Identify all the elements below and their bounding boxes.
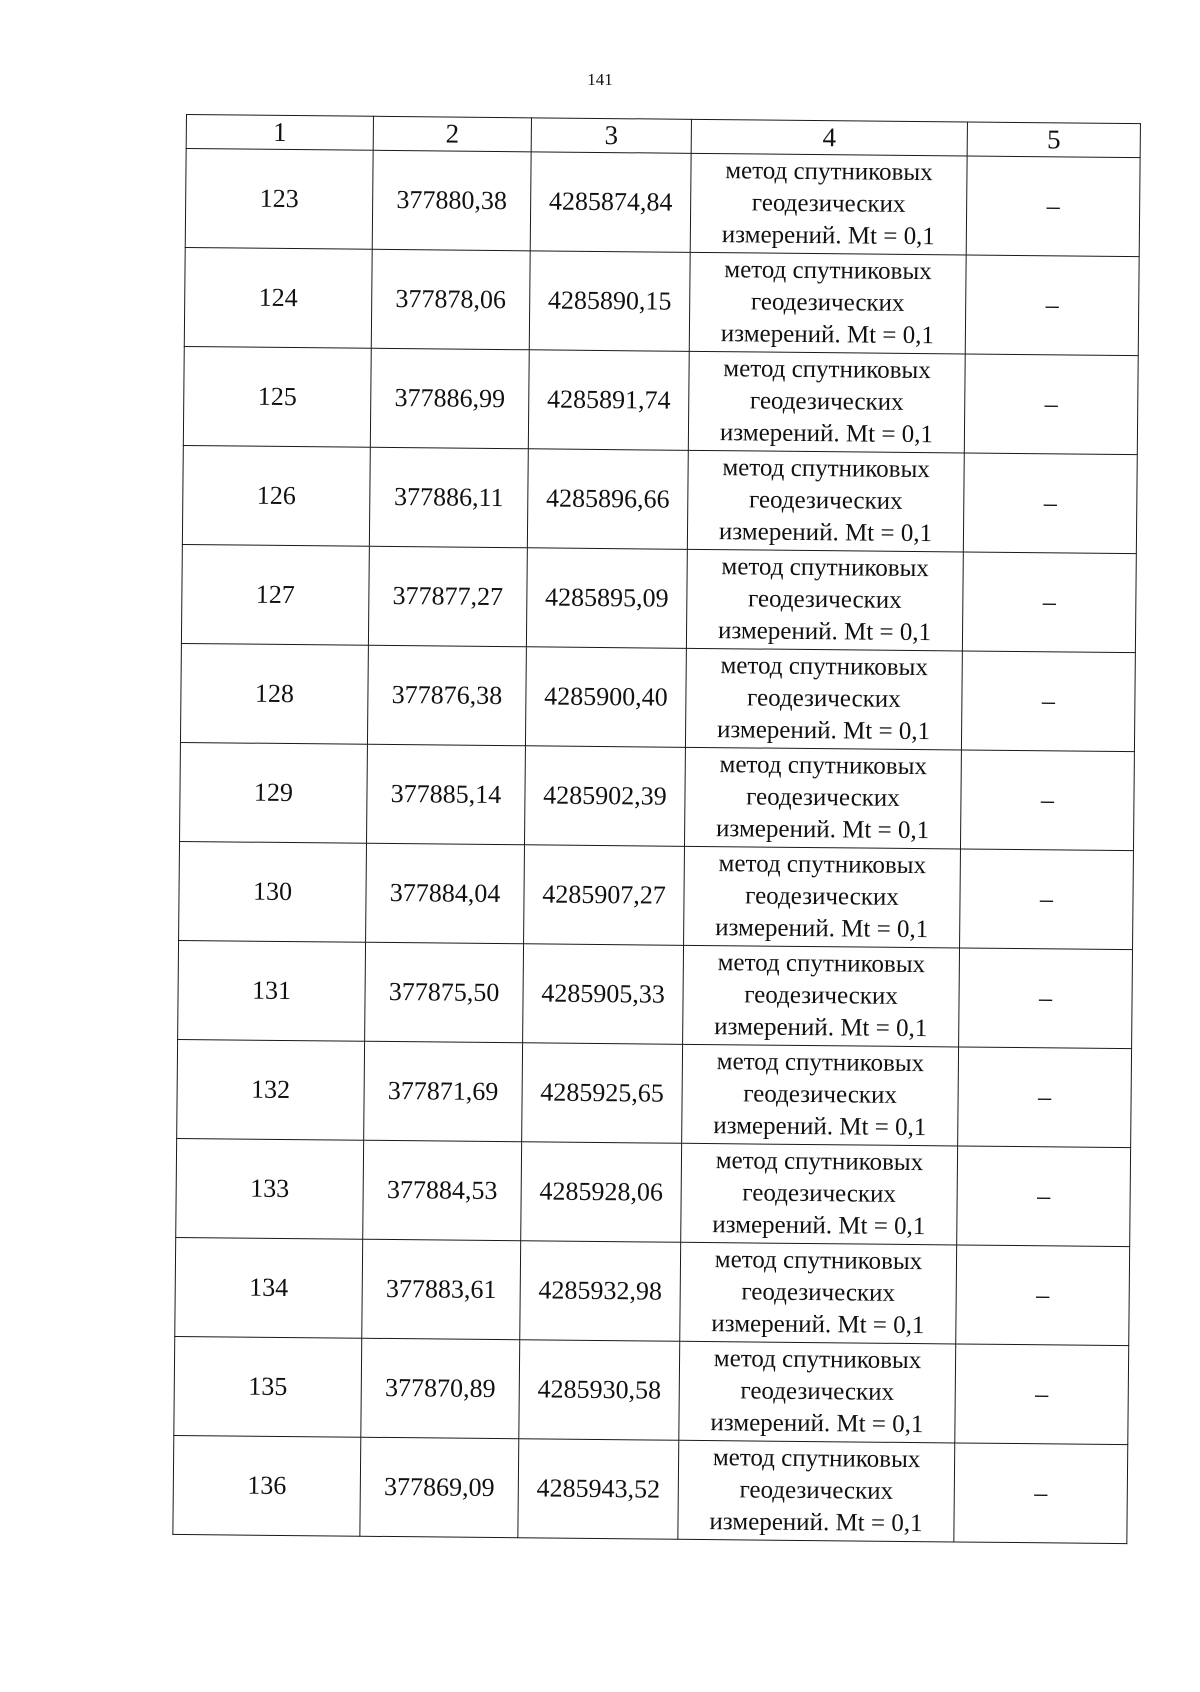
method-line: геодезических — [748, 486, 903, 515]
y-coordinate-cell: 4285874,84 — [530, 152, 691, 253]
point-number-cell: 126 — [182, 445, 370, 546]
x-coordinate-cell: 377883,61 — [362, 1239, 521, 1340]
note-cell: – — [956, 1245, 1130, 1346]
x-coordinate-cell: 377884,04 — [366, 843, 525, 944]
column-header-1: 1 — [186, 115, 373, 151]
point-number-cell: 130 — [179, 841, 367, 942]
method-line: измерений. Mt = 0,1 — [715, 815, 930, 845]
method-cell — [688, 351, 965, 453]
method-line: измерений. Mt = 0,1 — [709, 1508, 923, 1538]
x-coordinate-cell: 377884,53 — [363, 1140, 522, 1241]
method-cell — [686, 549, 963, 651]
y-coordinate-cell: 4285943,52 — [518, 1439, 679, 1540]
method-line: метод спутниковых — [719, 751, 928, 781]
column-header-3: 3 — [531, 118, 691, 154]
table-row — [180, 643, 1135, 751]
point-number-cell: 131 — [178, 940, 366, 1041]
method-line: измерений. Mt = 0,1 — [715, 914, 929, 944]
column-header-5: 5 — [967, 122, 1140, 158]
method-line: геодезических — [746, 783, 900, 812]
point-number-cell: 123 — [185, 149, 373, 250]
method-cell — [684, 846, 961, 948]
method-line: метод спутниковых — [723, 355, 931, 385]
note-cell: – — [958, 1047, 1132, 1148]
table-row — [175, 1237, 1130, 1345]
table-body — [173, 149, 1140, 1544]
method-line: метод спутниковых — [718, 850, 927, 880]
coordinates-table — [172, 114, 1141, 1544]
note-cell: – — [964, 354, 1138, 455]
point-number-cell: 124 — [184, 247, 372, 348]
table-row — [185, 149, 1140, 257]
method-line: метод спутниковых — [712, 1444, 921, 1474]
method-line: измерений. Mt = 0,1 — [710, 1409, 924, 1439]
y-coordinate-cell: 4285930,58 — [519, 1340, 680, 1441]
x-coordinate-cell: 377870,89 — [361, 1338, 520, 1439]
y-coordinate-cell: 4285896,66 — [527, 449, 688, 550]
x-coordinate-cell: 377880,38 — [372, 150, 531, 251]
method-line: метод спутниковых — [721, 553, 930, 583]
y-coordinate-cell: 4285907,27 — [524, 845, 685, 946]
method-cell — [678, 1440, 955, 1542]
method-line: измерений. Mt = 0,1 — [716, 716, 931, 746]
y-coordinate-cell: 4285890,15 — [529, 251, 690, 352]
method-line: измерений. Mt = 0,1 — [720, 320, 935, 350]
method-line: геодезических — [745, 882, 899, 911]
table-row — [184, 247, 1139, 355]
method-line: измерений. Mt = 0,1 — [712, 1211, 926, 1241]
x-coordinate-cell: 377869,09 — [360, 1437, 519, 1538]
x-coordinate-cell: 377878,06 — [371, 249, 530, 350]
table-row — [178, 940, 1133, 1048]
y-coordinate-cell: 4285928,06 — [521, 1142, 682, 1243]
method-cell — [683, 945, 960, 1047]
method-line: метод спутниковых — [713, 1345, 922, 1375]
table-row — [174, 1336, 1129, 1444]
method-line: геодезических — [743, 1080, 898, 1109]
x-coordinate-cell: 377877,27 — [368, 546, 527, 647]
point-number-cell: 125 — [183, 346, 371, 447]
method-line: геодезических — [744, 981, 898, 1010]
method-line: геодезических — [747, 585, 902, 614]
x-coordinate-cell: 377871,69 — [364, 1041, 523, 1142]
x-coordinate-cell: 377875,50 — [365, 942, 524, 1043]
point-number-cell: 127 — [181, 544, 369, 645]
point-number-cell: 133 — [176, 1138, 364, 1239]
y-coordinate-cell: 4285902,39 — [525, 746, 686, 847]
method-cell — [685, 648, 962, 750]
table-row — [179, 841, 1134, 949]
method-cell — [687, 450, 964, 552]
method-line: геодезических — [751, 189, 906, 218]
table-row — [173, 1435, 1128, 1543]
note-cell: – — [960, 750, 1134, 851]
method-line: геодезических — [749, 387, 904, 416]
y-coordinate-cell: 4285891,74 — [528, 350, 689, 451]
point-number-cell: 129 — [180, 742, 368, 843]
table-row — [181, 544, 1136, 652]
method-line: метод спутниковых — [720, 652, 929, 682]
x-coordinate-cell: 377876,38 — [367, 645, 526, 746]
method-line: метод спутниковых — [715, 1147, 924, 1177]
table-row — [182, 445, 1137, 553]
method-line: метод спутниковых — [725, 157, 933, 187]
point-number-cell: 136 — [173, 1435, 361, 1536]
method-cell — [690, 153, 967, 255]
method-line: геодезических — [750, 288, 905, 317]
method-line: измерений. Mt = 0,1 — [714, 1013, 928, 1043]
method-line: метод спутниковых — [716, 1048, 925, 1078]
note-cell: – — [957, 1146, 1131, 1247]
table-row — [177, 1039, 1132, 1147]
note-cell: – — [965, 255, 1139, 356]
column-header-2: 2 — [373, 116, 531, 152]
method-cell — [681, 1143, 958, 1245]
y-coordinate-cell: 4285932,98 — [520, 1241, 681, 1342]
method-line: метод спутниковых — [714, 1246, 923, 1276]
method-line: геодезических — [741, 1278, 896, 1307]
method-line: геодезических — [746, 684, 901, 713]
point-number-cell: 135 — [174, 1336, 362, 1437]
method-line: измерений. Mt = 0,1 — [713, 1112, 927, 1142]
table-row — [180, 742, 1135, 850]
method-line: измерений. Mt = 0,1 — [721, 221, 936, 251]
note-cell: – — [962, 552, 1136, 653]
x-coordinate-cell: 377886,99 — [370, 348, 529, 449]
table-row — [176, 1138, 1131, 1246]
note-cell: – — [954, 1443, 1128, 1544]
method-cell — [680, 1242, 957, 1344]
table-row — [183, 346, 1138, 454]
method-cell — [679, 1341, 956, 1443]
point-number-cell: 132 — [177, 1039, 365, 1140]
method-line: метод спутниковых — [722, 454, 930, 484]
note-cell: – — [960, 849, 1134, 950]
y-coordinate-cell: 4285905,33 — [523, 944, 684, 1045]
point-number-cell: 134 — [175, 1237, 363, 1338]
x-coordinate-cell: 377886,11 — [369, 447, 528, 548]
y-coordinate-cell: 4285895,09 — [526, 548, 687, 649]
method-line: измерений. Mt = 0,1 — [711, 1310, 925, 1340]
note-cell: – — [959, 948, 1133, 1049]
method-line: измерений. Mt = 0,1 — [717, 617, 932, 647]
note-cell: – — [966, 156, 1140, 257]
x-coordinate-cell: 377885,14 — [367, 744, 526, 845]
note-cell: – — [961, 651, 1135, 752]
method-cell — [684, 747, 961, 849]
y-coordinate-cell: 4285900,40 — [525, 647, 686, 748]
y-coordinate-cell: 4285925,65 — [522, 1043, 683, 1144]
point-number-cell: 128 — [180, 643, 368, 744]
method-line: метод спутниковых — [717, 949, 926, 979]
method-line: геодезических — [739, 1476, 894, 1505]
method-line: геодезических — [740, 1377, 895, 1406]
method-line: измерений. Mt = 0,1 — [718, 518, 933, 548]
page-number: 141 — [587, 70, 613, 89]
method-cell — [689, 252, 966, 354]
column-header-4: 4 — [691, 119, 967, 156]
method-cell — [682, 1044, 959, 1146]
method-line: измерений. Mt = 0,1 — [719, 419, 934, 449]
method-line: геодезических — [742, 1179, 897, 1208]
note-cell: – — [963, 453, 1137, 554]
note-cell: – — [955, 1344, 1129, 1445]
method-line: метод спутниковых — [724, 256, 932, 286]
